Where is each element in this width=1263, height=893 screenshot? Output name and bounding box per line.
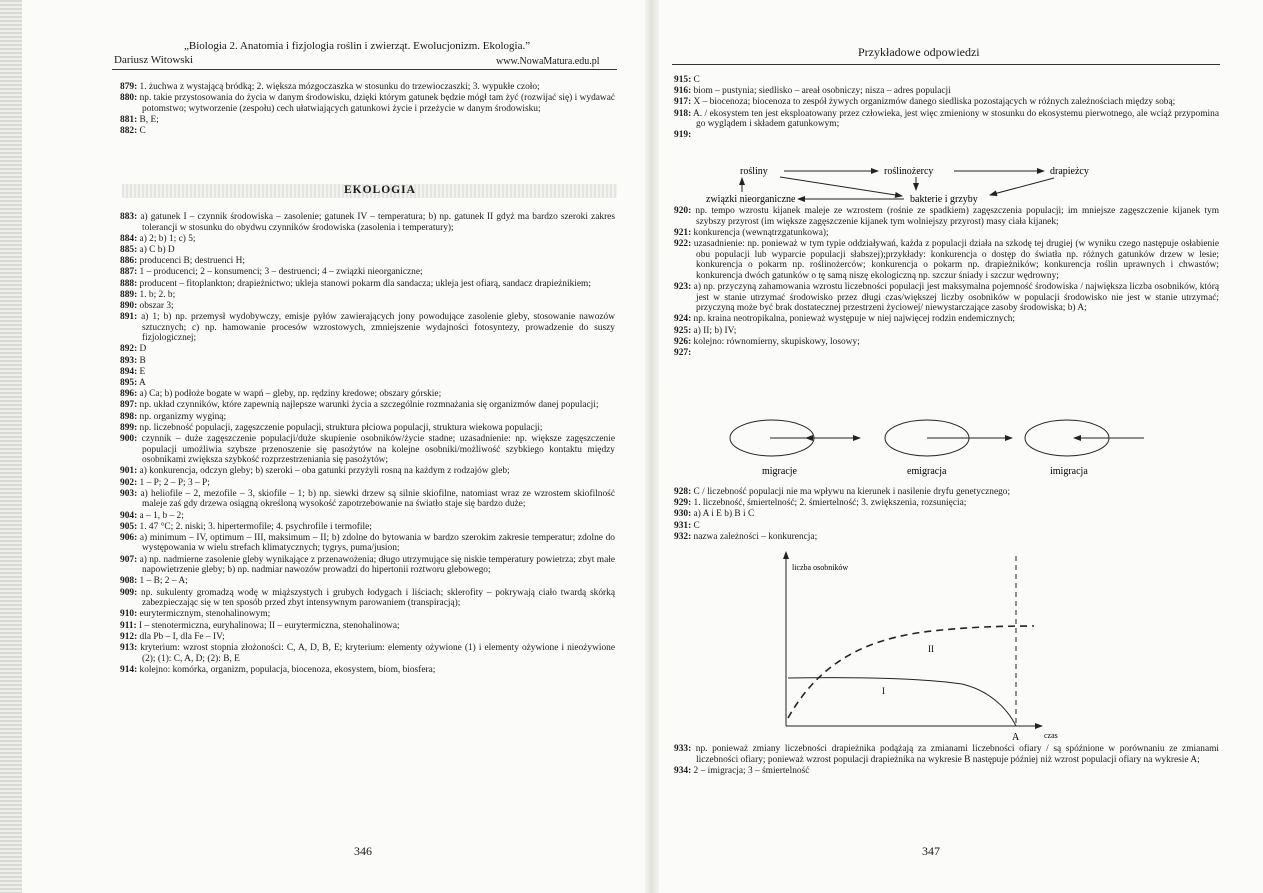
- answer-text: B, E;: [139, 114, 159, 125]
- answer-text: a) A i E b) B i C: [693, 509, 755, 520]
- answer-number: 904:: [120, 510, 138, 521]
- label-migracje: migracje: [762, 466, 797, 477]
- marker-label-a: A: [1012, 732, 1020, 743]
- left-page-number: 346: [354, 844, 372, 858]
- node-zwiazki: związki nieorganiczne: [706, 194, 796, 205]
- answer-text: 1. żuchwa z wystającą bródką; 2. większa mózgoczaszka w stosunku do trzewioczaszki; 3. wypukłe czoło;: [139, 82, 540, 92]
- answer-number: 918:: [674, 108, 692, 119]
- answer-entry: [120, 212, 615, 233]
- answer-text: np. tempo wzrostu kijanek maleje ze wzrostem (rośnie ze spadkiem) zagęszczenia populacji; im mniejsze zagęszczenie kijanek tym szybszy przyrost (im większe zagęszczenie kijanek tym wolniejszy przyrost) masy ciała kijanek;: [695, 206, 1220, 227]
- answer-text: a) 1; b) np. przemysł wydobywczy, emisje pyłów zawierających jony powodujące zasolenie gleby, stosowanie nawozów sztucznych; c) np. hamowanie procesów wzrostowych, zmniejszenie wydajności fotosyntezy, prowadzenie do suszy fizjologicznej;: [141, 312, 616, 344]
- answer-entry: [674, 337, 1219, 348]
- right-entries-d: [674, 744, 1219, 777]
- answer-entry: [120, 643, 615, 664]
- answer-number: 893:: [120, 355, 138, 366]
- right-page-title: Przykładowe odpowiedzi: [858, 45, 980, 59]
- answer-text: kryterium: wzrost stopnia złożoności: C, A, D, B, E; kryterium: elementy ożywione (1) i elementy ożywione i nieożywione (2); (1): C, A, D; (2): B, E: [140, 642, 616, 664]
- answer-entry: [120, 256, 615, 267]
- answer-entry: [674, 206, 1219, 227]
- answer-text: C: [693, 520, 700, 531]
- curve-ii: [788, 626, 1034, 718]
- answer-number: 886:: [120, 256, 138, 267]
- answer-entry: [120, 290, 615, 301]
- answer-entry: [120, 234, 615, 245]
- answer-entry: [120, 267, 615, 278]
- answer-entry: [120, 312, 615, 344]
- answer-number: 926:: [674, 336, 692, 347]
- answer-entry: [674, 348, 1219, 359]
- answer-text: kolejno: równomierny, skupiskowy, losowy;: [693, 336, 860, 347]
- answer-number: 900:: [120, 433, 138, 444]
- answer-entry: [120, 378, 615, 389]
- answer-number: 925:: [674, 325, 692, 336]
- answer-number: 895:: [120, 378, 138, 389]
- answer-number: 908:: [120, 576, 138, 587]
- answer-text: E: [139, 366, 146, 377]
- answer-entry: [120, 93, 615, 114]
- answer-text: B: [139, 355, 146, 366]
- answer-text: np. układ czynników, które zapewnią najlepsze warunki życia a szczególnie rozmnażania się organizmów danej populacji;: [139, 400, 599, 411]
- answer-entry: [120, 533, 615, 554]
- curve-ii-label: II: [928, 644, 934, 654]
- answer-text: 1. b; 2. b;: [139, 289, 176, 300]
- answer-number: 892:: [120, 344, 138, 355]
- left-page: [112, 0, 627, 893]
- answer-entry: [674, 75, 1219, 86]
- right-entries-b: [674, 206, 1219, 359]
- answer-entry: [674, 487, 1219, 498]
- node-rosliny: rośliny: [740, 166, 768, 177]
- answer-entry: [120, 115, 615, 126]
- answer-entry: [120, 466, 615, 477]
- answer-text: eurytermicznym, stenohalinowym;: [139, 609, 271, 620]
- answer-number: 928:: [674, 487, 692, 497]
- answer-text: a) C b) D: [139, 244, 175, 255]
- answer-text: uzasadnienie: np. ponieważ w tym typie oddziaływań, każda z populacji działa na szkodę tej drugiej (w wyniku czego następuje osłabienie obu populacji lub wyparcie populacji słabszej);przykłady: konkurencja o dostęp do światła np. różnych gatunków drzew w lesie; konkurencja o pokarm np. roślinożerców; konkurencja o pokarm np. drapieżników; konkurencja roślin uprawnych i chwastów; konkurencja dwóch gatunków o tę samą niszę ekologiczną np. szczur śniady i szczur wędrowny;: [693, 238, 1219, 281]
- answer-number: 881:: [120, 114, 138, 125]
- answer-text: a) minimum – IV, optimum – III, maksimum – II; b) zdolne do bytowania w bardzo szerokim zakresie temperatur; zdolne do występowania w wielu strefach klimatycznych; tygrys, puma/jusion;: [139, 532, 615, 554]
- answer-text: 1. liczebność, śmiertelność; 2. śmiertelność; 3. zwiększenia, rozsunięcia;: [693, 498, 967, 509]
- answer-entry: [120, 621, 615, 632]
- answer-number: 934:: [674, 765, 692, 776]
- answer-text: a) np. nadmierne zasolenie gleby wynikające z przenawożenia; długo utrzymujące się niskie temperatury powietrza; zbyt małe napowietrzenie gleby; b) np. nadmiar nawozów prowadzi do hipertonii roztworu glebowego;: [139, 554, 615, 576]
- answer-number: 914:: [120, 664, 138, 675]
- answer-entry: [674, 130, 1219, 141]
- answer-entry: [674, 109, 1219, 130]
- answer-text: C: [139, 126, 146, 137]
- arrow-drapiezcy-bakterie: [990, 178, 1054, 195]
- node-roslinozercy: roślinożercy: [884, 166, 934, 177]
- answer-entry: [674, 521, 1219, 532]
- answer-number: 898:: [120, 411, 138, 422]
- answer-number: 907:: [120, 554, 138, 565]
- answer-number: 910:: [120, 609, 138, 620]
- answer-entry: [120, 609, 615, 620]
- answer-entry: [120, 478, 615, 489]
- answer-text: np. takie przystosowania do życia w danym środowisku, dzięki którym gatunek będzie mógł tam żyć (rozwijać się) i wydawać potomstwo; wytworzenie (zespołu) cech ułatwiających gatunkowi życie i przeżycie w danym środowisku;: [139, 93, 616, 114]
- migration-diagram-927: [712, 418, 1182, 478]
- answer-number: 923:: [674, 281, 692, 292]
- answer-number: 890:: [120, 300, 138, 311]
- answer-entry: [674, 239, 1219, 281]
- section-title: EKOLOGIA: [344, 184, 416, 196]
- answer-number: 902:: [120, 477, 138, 488]
- right-entries-c: [674, 487, 1219, 543]
- answer-entry: [120, 412, 615, 423]
- answer-entry: [120, 632, 615, 643]
- answer-text: C / liczebność populacji nie ma wpływu na kierunek i nasilenie dryfu genetycznego;: [693, 487, 1011, 497]
- answer-number: 921:: [674, 227, 692, 238]
- scan-edge: [0, 0, 22, 893]
- right-page-number: 347: [922, 844, 940, 858]
- answer-entry: [674, 532, 1219, 543]
- answer-number: 899:: [120, 422, 138, 433]
- answer-entry: [120, 389, 615, 400]
- curve-i-label: I: [882, 686, 885, 696]
- answer-number: 922:: [674, 238, 692, 249]
- answer-text: 1 – B; 2 – A;: [139, 576, 188, 587]
- answer-entry: [120, 356, 615, 367]
- answer-number: 930:: [674, 509, 692, 520]
- x-axis-label: czas: [1044, 731, 1058, 740]
- answer-text: np. liczebność populacji, zagęszczenie populacji, struktura płciowa populacji, struktura wiekowa populacji;: [139, 422, 543, 433]
- answer-text: a) heliofile – 2, mezofile – 3, skiofile – 1; b) np. siewki drzew są silnie skiofilne, natomiast wraz ze wzrostem skiofilność maleje zaś gdy drzewa osiągną określoną wysokość zapotrzebowanie na światło staje się bardzo duże;: [140, 488, 615, 510]
- competition-graph-932: [772, 548, 1102, 744]
- answer-entry: [120, 279, 615, 290]
- answer-number: 903:: [120, 488, 138, 499]
- answer-entry: [120, 511, 615, 522]
- answer-number: 885:: [120, 244, 138, 255]
- answer-text: producent – fitoplankton; drapieżnictwo; ukleja stanowi pokarm dla sandacza; ukleja jest ofiarą, sandacz drapieżnikiem;: [139, 278, 591, 289]
- right-entries-a: [674, 75, 1219, 142]
- answer-text: np. ponieważ zmiany liczebności drapieżnika podążają za zmianami liczebności ofiary / są spóźnione w porównaniu ze zmianami liczebności ofiary; ponieważ wzrost populacji drapieżnika na wykresie B następuje później niż wzrost populacji ofiary na wykresie A;: [695, 744, 1220, 765]
- label-imigracja: imigracja: [1050, 466, 1088, 477]
- node-bakterie: bakterie i grzyby: [910, 194, 978, 205]
- answer-text: a) np. przyczyną zahamowania wzrostu liczebności populacji jest maksymalna pojemność środowiska / największa liczba osobników, którą jest w stanie utrzymać środowisko przez długi czas/większej liczby osobników w populacji środowisko nie jest w stanie utrzymać; przyczyną może być brak dostatecznej przestrzeni życiowej/ niewystarczające zasoby środowiska; b) A;: [693, 281, 1220, 314]
- answer-entry: [674, 314, 1219, 325]
- answer-text: C: [693, 75, 700, 85]
- label-emigracja: emigracja: [907, 466, 947, 477]
- answer-number: 924:: [674, 314, 692, 325]
- left-page-website: www.NowaMatura.edu.pl: [496, 56, 600, 67]
- answer-number: 879:: [120, 82, 138, 92]
- answer-text: konkurencja (wewnątrzgatunkowa);: [693, 227, 829, 238]
- answer-entry: [674, 498, 1219, 509]
- answer-number: 919:: [674, 130, 692, 141]
- food-web-diagram-919: [672, 160, 1220, 206]
- answer-number: 905:: [120, 521, 138, 532]
- answer-number: 917:: [674, 97, 692, 108]
- answer-entry: [674, 282, 1219, 314]
- answer-entry: [120, 344, 615, 355]
- answer-number: 912:: [120, 631, 138, 642]
- answer-entry: [120, 434, 615, 466]
- answer-entry: [674, 86, 1219, 97]
- answer-number: 909:: [120, 587, 138, 598]
- answer-entry: [120, 423, 615, 434]
- answer-text: A. / ekosystem ten jest eksploatowany przez człowieka, jest więc zmieniony w stosunku do ekosystemu pierwotnego, ale wciąż przypomina go wyglądem i składem gatunkowym;: [693, 108, 1219, 130]
- answer-number: 913:: [120, 642, 138, 653]
- answer-text: 1. 47 °C; 2. niski; 3. hipertermofile; 4. psychrofile i termofile;: [139, 521, 372, 532]
- answer-number: 884:: [120, 233, 138, 244]
- answer-number: 882:: [120, 126, 138, 137]
- answer-number: 883:: [120, 212, 138, 222]
- section-heading: [122, 184, 617, 198]
- answer-number: 901:: [120, 466, 138, 477]
- right-page: [672, 0, 1227, 893]
- answer-number: 896:: [120, 389, 138, 400]
- right-header-rule: [672, 64, 1220, 65]
- answer-number: 932:: [674, 531, 692, 542]
- answer-entry: [120, 400, 615, 411]
- answer-entry: [120, 301, 615, 312]
- left-entries-main: [120, 212, 615, 676]
- answer-number: 887:: [120, 267, 138, 278]
- answer-text: A: [139, 378, 146, 389]
- left-page-author: Dariusz Witowski: [114, 54, 194, 66]
- answer-text: 1 – producenci; 2 – konsumenci; 3 – destruenci; 4 – związki nieorganiczne;: [139, 267, 423, 278]
- answer-text: biom – pustynia; siedlisko – areał osobniczy; nisza – adres populacji: [693, 86, 951, 97]
- answer-text: I – stenotermiczna, euryhalinowa; II – eurytermiczna, stenohalinowa;: [139, 620, 400, 631]
- answer-number: 931:: [674, 520, 692, 531]
- answer-text: a) konkurencja, odczyn gleby; b) szeroki – oba gatunki przyżyli rosną na każdym z rodzajów gleb;: [139, 466, 510, 477]
- answer-text: nazwa zależności – konkurencja;: [693, 531, 818, 542]
- answer-entry: [674, 326, 1219, 337]
- answer-entry: [120, 126, 615, 137]
- answer-entry: [674, 509, 1219, 520]
- y-axis-label: liczba osobników: [792, 563, 849, 572]
- answer-number: 897:: [120, 400, 138, 411]
- answer-text: 1 – P; 2 – P; 3 – P;: [139, 477, 210, 488]
- book-fold: [645, 0, 659, 893]
- arrow-rosliny-bakterie: [780, 177, 902, 196]
- answer-number: 929:: [674, 498, 692, 509]
- answer-entry: [120, 555, 615, 576]
- answer-entry: [120, 588, 615, 609]
- answer-number: 894:: [120, 366, 138, 377]
- answer-number: 933:: [674, 744, 692, 754]
- answer-text: czynnik – duże zagęszczenie populacji/duże skupienie osobników/życie stadne; uzasadnienie: np. większe zagęszczenie populacji umożliwia szybsze przenoszenie się pasożytów na kolejne osobniki/możliwość szybkiego kontaktu między osobnikami zwiększa szybkość rozprzestrzeniania się pasożytów;: [141, 433, 615, 466]
- answer-entry: [120, 489, 615, 510]
- answer-entry: [120, 576, 615, 587]
- answer-text: a) gatunek I – czynnik środowiska – zasolenie; gatunek IV – temperatura; b) np. gatunek II gdyż ma bardzo szeroki zakres tolerancji w stosunku do obydwu czynników środowiska (zasolenia i temperatury);: [140, 212, 615, 233]
- left-header-rule: [112, 69, 617, 70]
- answer-text: a) 2; b) 1; c) 5;: [139, 233, 196, 244]
- answer-entry: [120, 522, 615, 533]
- answer-text: a – 1, b – 2;: [139, 510, 184, 521]
- answer-entry: [674, 97, 1219, 108]
- answer-text: np. sukulenty gromadzą wodę w miąższystych i grubych łodygach i liściach; sklerofity – pokrywają ciało twardą skórką zabezpieczając się w ten sposób przed zbyt intensywnym parowaniem (transpiracją);: [141, 587, 616, 609]
- answer-entry: [674, 766, 1219, 777]
- left-page-title: „Biologia 2. Anatomia i fizjologia roślin i zwierząt. Ewolucjonizm. Ekologia.”: [184, 40, 531, 52]
- answer-text: a) Ca; b) podłoże bogate w wapń – gleby, np. rędziny kredowe; obszary górskie;: [139, 389, 442, 400]
- answer-text: obszar 3;: [139, 300, 174, 311]
- answer-number: 889:: [120, 289, 138, 300]
- answer-entry: [120, 82, 615, 93]
- left-entries-top: [120, 82, 615, 137]
- answer-text: producenci B; destruenci H;: [139, 256, 245, 267]
- answer-text: D: [139, 344, 147, 355]
- answer-entry: [120, 367, 615, 378]
- answer-text: dla Pb – I, dla Fe – IV;: [139, 631, 225, 642]
- curve-i: [788, 678, 1016, 726]
- answer-text: 2 – imigracja; 3 – śmiertelność: [693, 765, 810, 776]
- node-drapiezcy: drapieżcy: [1050, 166, 1089, 177]
- answer-text: np. kraina neotropikalna, ponieważ występuje w niej najwięcej rodzin endemicznych;: [693, 314, 1016, 325]
- answer-text: X – biocenoza; biocenoza to zespół żywych organizmów danego siedliska pozostających w różnych zależnościach między sobą;: [693, 97, 1176, 108]
- answer-number: 915:: [674, 75, 692, 85]
- answer-entry: [120, 665, 615, 676]
- answer-entry: [674, 228, 1219, 239]
- answer-number: 916:: [674, 86, 692, 97]
- answer-number: 891:: [120, 312, 138, 323]
- answer-text: np. organizmy wyginą;: [139, 411, 227, 422]
- answer-number: 888:: [120, 278, 138, 289]
- answer-number: 906:: [120, 532, 138, 543]
- answer-number: 911:: [120, 620, 137, 631]
- answer-text: a) II; b) IV;: [693, 325, 737, 336]
- answer-number: 920:: [674, 206, 692, 216]
- answer-entry: [120, 245, 615, 256]
- answer-number: 927:: [674, 347, 692, 358]
- answer-number: 880:: [120, 93, 138, 104]
- answer-entry: [674, 744, 1219, 765]
- answer-text: kolejno: komórka, organizm, populacja, biocenoza, ekosystem, biom, biosfera;: [139, 664, 436, 675]
